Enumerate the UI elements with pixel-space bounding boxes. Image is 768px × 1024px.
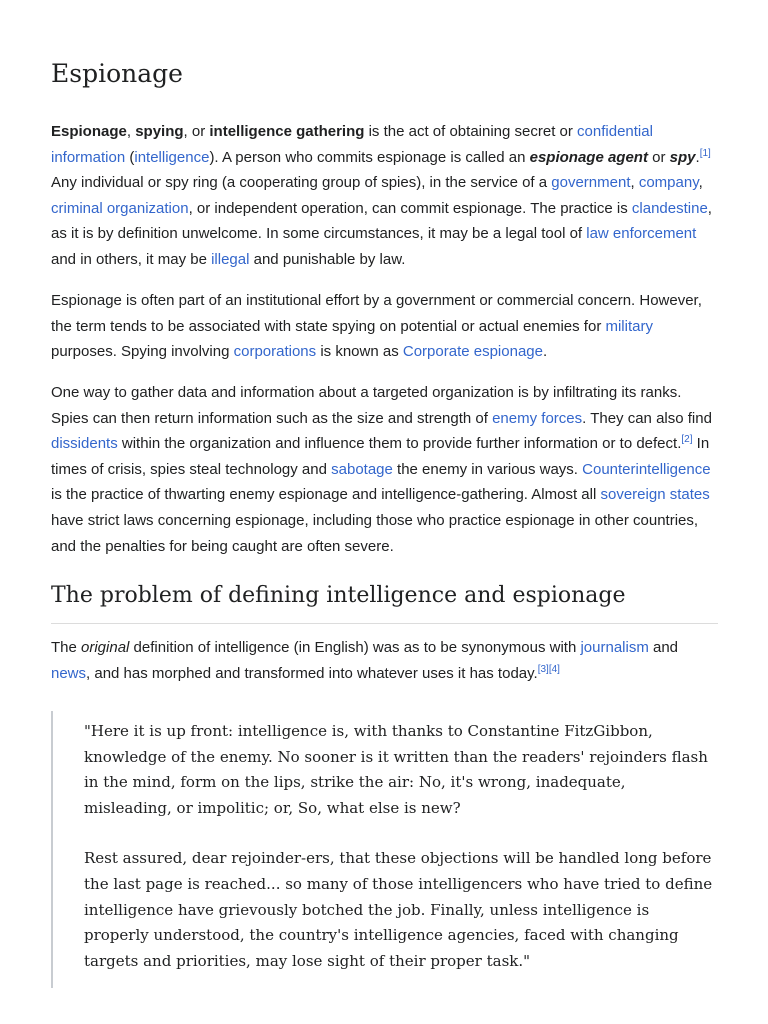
text: is the act of obtaining secret or [364,123,578,140]
text: , and has morphed and transformed into whatever uses it has today. [86,664,538,682]
text: , [630,174,639,192]
text: Any individual or spy ring (a cooperating group of spies), in the service of a [51,174,552,192]
reference-1[interactable]: [1] [699,147,711,159]
text: have strict laws concerning espionage, including those who practice espionage in other countries, and the penalties for being caught are often severe. [51,511,699,555]
text: ). A person who commits espionage is called an [209,148,530,166]
text: and punishable by law. [249,250,406,268]
link-counterintelligence[interactable]: Counterintelligence [582,460,711,478]
link-illegal[interactable]: illegal [211,250,250,268]
text: definition of intelligence (in English) was as to be synonymous with [129,639,581,656]
section-heading: The problem of defining intelligence and espionage [51,577,718,624]
text: the enemy in various ways. [392,460,583,478]
paragraph-institutional [51,288,718,365]
page-title: Espionage [51,59,183,88]
quote-paragraph-2: Rest assured, dear rejoinder-ers, that these objections will be handled long before the last page is reached... so many of those intelligencers who have tried to define intelligence have grievously botched the job. Finally, unless intelligence is properly understood, the country's intelligence agencies, faced with changing targets and priorities, may lose sight of their proper task." [84,849,713,970]
reference-3[interactable]: [3] [537,663,549,675]
link-government[interactable]: government [551,174,631,192]
text: , or independent operation, can commit espionage. The practice is [188,199,632,217]
quote-paragraph-1: "Here it is up front: intelligence is, with thanks to Constantine FitzGibbon, knowledge of the enemy. No sooner is it written than the readers' rejoinders flash in the mind, form on the lips, strike the air: No, it's wrong, inadequate, misleading, or impolitic; or, So, what else is new? [84,722,708,817]
link-journalism[interactable]: journalism [580,639,649,656]
text: One way to gather data and information about a targeted organization is by infiltrating its ranks. Spies can then return information such as the size and strength of [51,384,682,427]
text: The [51,639,82,656]
reference-2[interactable]: [2] [681,434,693,446]
link-corporations[interactable]: corporations [233,343,317,361]
text: , as it is by definition unwelcome. In some circumstances, it may be a legal tool of [51,199,712,243]
link-sovereign-states[interactable]: sovereign states [600,486,710,504]
bold-term-espionage-agent: espionage agent [529,148,648,166]
bold-term-espionage: Espionage [51,123,127,140]
link-news[interactable]: news [51,664,87,682]
text: ( [125,148,135,166]
text: Espionage is often part of an institutional effort by a government or commercial concern. However, the term tends to be associated with state spying on potential or actual enemies for [51,292,702,335]
text: . They can also find [582,409,712,427]
text: In times of crisis, spies steal technology and [51,435,710,478]
link-company[interactable]: company [638,174,699,192]
paragraph-definition [51,635,718,686]
text: or [647,148,670,166]
paragraph-infiltration [51,380,718,559]
link-enemy-forces[interactable]: enemy forces [492,409,583,427]
text: and [648,639,679,656]
link-clandestine[interactable]: clandestine [631,199,708,217]
bold-term-spy: spy [669,148,696,166]
link-military[interactable]: military [605,317,653,335]
italic-original: original [81,639,130,656]
intro-paragraph [51,119,718,273]
bold-term-intelligence-gathering: intelligence gathering [209,123,365,140]
bold-term-spying: spying [135,123,184,140]
link-criminal-organization[interactable]: criminal organization [51,199,189,217]
link-corporate-espionage[interactable]: Corporate espionage [402,343,543,361]
link-sabotage[interactable]: sabotage [331,460,393,478]
link-confidential-information[interactable]: confidential information [51,123,653,166]
link-dissidents[interactable]: dissidents [51,435,118,453]
text: . [542,343,548,361]
link-law-enforcement[interactable]: law enforcement [586,225,697,243]
text: within the organization and influence them to provide further information or to defect. [117,435,682,453]
link-intelligence[interactable]: intelligence [134,148,210,166]
text: purposes. Spying involving [51,343,234,361]
text: . [695,148,700,166]
text: , [698,174,703,192]
text: is known as [316,343,403,361]
text: , [126,123,136,140]
text: is the practice of thwarting enemy espionage and intelligence-gathering. Almost all [51,486,601,504]
blockquote [51,711,718,988]
text: and in others, it may be [51,250,212,268]
reference-4[interactable]: [4] [548,663,560,675]
text: , or [183,123,210,140]
